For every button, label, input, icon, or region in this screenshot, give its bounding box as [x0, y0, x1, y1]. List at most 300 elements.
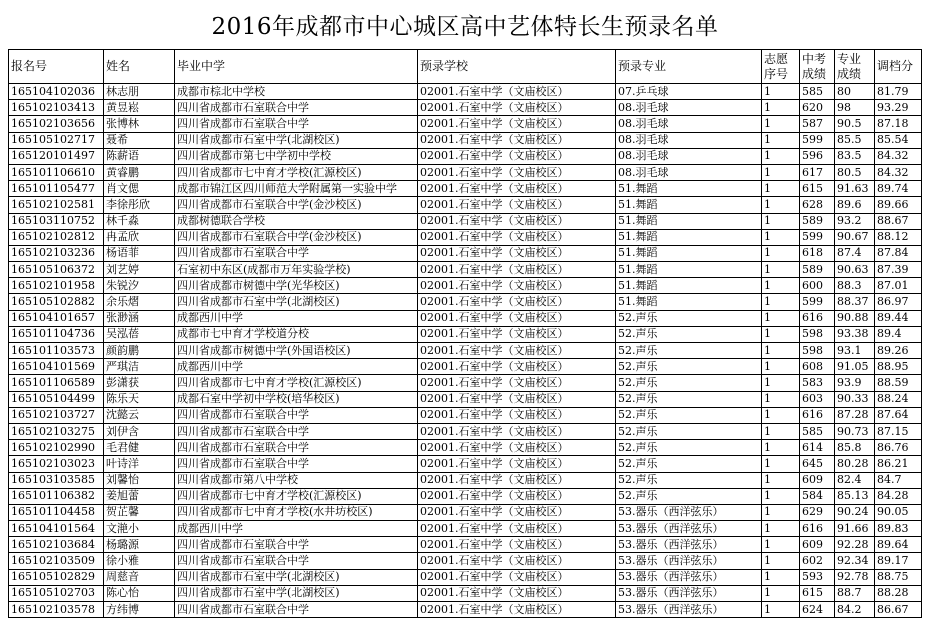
cell-name: 张博林 [104, 116, 175, 132]
cell-choice: 1 [762, 585, 800, 601]
cell-exam-score: 585 [800, 423, 835, 439]
cell-pre-school: 02001.石室中学（文庙校区） [418, 375, 616, 391]
table-row [9, 375, 922, 391]
cell-id: 165102103236 [9, 245, 104, 261]
table-row [9, 359, 922, 375]
cell-adjusted-score: 93.29 [875, 100, 922, 116]
cell-spec-score: 93.1 [835, 343, 875, 359]
cell-choice: 1 [762, 343, 800, 359]
table-row [9, 294, 922, 310]
cell-pre-school: 02001.石室中学（文庙校区） [418, 553, 616, 569]
cell-adjusted-score: 86.67 [875, 602, 922, 618]
cell-major: 53.器乐（西洋弦乐） [616, 537, 762, 553]
table-row [9, 181, 922, 197]
cell-major: 52.声乐 [616, 472, 762, 488]
cell-choice: 1 [762, 569, 800, 585]
cell-exam-score: 628 [800, 197, 835, 213]
header-row [9, 50, 922, 84]
cell-id: 165102103023 [9, 456, 104, 472]
cell-adjusted-score: 89.66 [875, 197, 922, 213]
table-row [9, 84, 922, 100]
cell-pre-school: 02001.石室中学（文庙校区） [418, 407, 616, 423]
cell-grad-school: 成都西川中学 [175, 359, 418, 375]
cell-grad-school: 成都市棕北中学校 [175, 84, 418, 100]
cell-pre-school: 02001.石室中学（文庙校区） [418, 213, 616, 229]
cell-adjusted-score: 89.4 [875, 326, 922, 342]
cell-pre-school: 02001.石室中学（文庙校区） [418, 229, 616, 245]
cell-exam-score: 615 [800, 181, 835, 197]
cell-pre-school: 02001.石室中学（文庙校区） [418, 537, 616, 553]
cell-name: 方纬博 [104, 602, 175, 618]
cell-spec-score: 88.3 [835, 278, 875, 294]
cell-pre-school: 02001.石室中学（文庙校区） [418, 569, 616, 585]
cell-exam-score: 616 [800, 310, 835, 326]
cell-grad-school: 四川省成都市石室联合中学 [175, 407, 418, 423]
cell-id: 165103110752 [9, 213, 104, 229]
cell-name: 杨语菲 [104, 245, 175, 261]
cell-id: 165101106610 [9, 164, 104, 180]
cell-grad-school: 四川省成都市石室联合中学 [175, 245, 418, 261]
table-row [9, 229, 922, 245]
table-row [9, 343, 922, 359]
table-row [9, 391, 922, 407]
cell-grad-school: 四川省成都市石室联合中学 [175, 537, 418, 553]
cell-spec-score: 88.7 [835, 585, 875, 601]
cell-adjusted-score: 84.32 [875, 164, 922, 180]
cell-grad-school: 四川省成都市树德中学(外国语校区) [175, 343, 418, 359]
cell-choice: 1 [762, 504, 800, 520]
cell-id: 165105102882 [9, 294, 104, 310]
cell-major: 08.羽毛球 [616, 116, 762, 132]
cell-spec-score: 80.5 [835, 164, 875, 180]
cell-spec-score: 90.33 [835, 391, 875, 407]
cell-major: 51.舞蹈 [616, 213, 762, 229]
cell-choice: 1 [762, 84, 800, 100]
cell-pre-school: 02001.石室中学（文庙校区） [418, 262, 616, 278]
cell-pre-school: 02001.石室中学（文庙校区） [418, 116, 616, 132]
cell-name: 文滟小 [104, 521, 175, 537]
cell-exam-score: 599 [800, 229, 835, 245]
header-name: 姓名 [104, 50, 175, 84]
table-row [9, 326, 922, 342]
cell-choice: 1 [762, 488, 800, 504]
cell-major: 52.声乐 [616, 488, 762, 504]
cell-spec-score: 90.88 [835, 310, 875, 326]
cell-id: 165101104736 [9, 326, 104, 342]
cell-name: 李徐彤欣 [104, 197, 175, 213]
cell-name: 肖文偲 [104, 181, 175, 197]
cell-choice: 1 [762, 294, 800, 310]
cell-major: 53.器乐（西洋弦乐） [616, 602, 762, 618]
cell-exam-score: 599 [800, 294, 835, 310]
cell-adjusted-score: 87.01 [875, 278, 922, 294]
table-row [9, 310, 922, 326]
table-row [9, 164, 922, 180]
cell-adjusted-score: 81.79 [875, 84, 922, 100]
table-row [9, 569, 922, 585]
cell-pre-school: 02001.石室中学（文庙校区） [418, 326, 616, 342]
cell-adjusted-score: 89.44 [875, 310, 922, 326]
cell-choice: 1 [762, 213, 800, 229]
cell-major: 51.舞蹈 [616, 262, 762, 278]
table-row [9, 521, 922, 537]
cell-major: 52.声乐 [616, 343, 762, 359]
cell-pre-school: 02001.石室中学（文庙校区） [418, 132, 616, 148]
cell-id: 165102103727 [9, 407, 104, 423]
table-row [9, 262, 922, 278]
cell-pre-school: 02001.石室中学（文庙校区） [418, 84, 616, 100]
cell-grad-school: 成都市七中育才学校道分校 [175, 326, 418, 342]
cell-major: 52.声乐 [616, 423, 762, 439]
cell-pre-school: 02001.石室中学（文庙校区） [418, 456, 616, 472]
cell-spec-score: 90.67 [835, 229, 875, 245]
cell-name: 刘馨怡 [104, 472, 175, 488]
table-row [9, 456, 922, 472]
cell-id: 165105102717 [9, 132, 104, 148]
cell-name: 刘艺婷 [104, 262, 175, 278]
cell-pre-school: 02001.石室中学（文庙校区） [418, 504, 616, 520]
table-row [9, 488, 922, 504]
cell-adjusted-score: 90.05 [875, 504, 922, 520]
cell-id: 165102101958 [9, 278, 104, 294]
cell-grad-school: 四川省成都市石室联合中学 [175, 440, 418, 456]
cell-spec-score: 93.9 [835, 375, 875, 391]
cell-adjusted-score: 88.12 [875, 229, 922, 245]
cell-adjusted-score: 88.75 [875, 569, 922, 585]
cell-spec-score: 93.2 [835, 213, 875, 229]
document-title: 2016年成都市中心城区高中艺体特长生预录名单 [211, 14, 719, 40]
cell-choice: 1 [762, 602, 800, 618]
cell-id: 165102103413 [9, 100, 104, 116]
cell-exam-score: 587 [800, 116, 835, 132]
table-row [9, 423, 922, 439]
cell-id: 165101104458 [9, 504, 104, 520]
cell-grad-school: 四川省成都市石室中学(北湖校区) [175, 585, 418, 601]
cell-spec-score: 80 [835, 84, 875, 100]
cell-name: 毛君健 [104, 440, 175, 456]
cell-choice: 1 [762, 245, 800, 261]
cell-pre-school: 02001.石室中学（文庙校区） [418, 181, 616, 197]
cell-grad-school: 成都西川中学 [175, 521, 418, 537]
cell-name: 陈薪语 [104, 148, 175, 164]
cell-id: 165102103684 [9, 537, 104, 553]
cell-major: 51.舞蹈 [616, 197, 762, 213]
cell-name: 刘伊含 [104, 423, 175, 439]
cell-major: 51.舞蹈 [616, 294, 762, 310]
table-row [9, 132, 922, 148]
cell-spec-score: 91.63 [835, 181, 875, 197]
cell-pre-school: 02001.石室中学（文庙校区） [418, 391, 616, 407]
cell-choice: 1 [762, 456, 800, 472]
cell-id: 165104101569 [9, 359, 104, 375]
cell-pre-school: 02001.石室中学（文庙校区） [418, 294, 616, 310]
cell-spec-score: 80.28 [835, 456, 875, 472]
cell-spec-score: 88.37 [835, 294, 875, 310]
cell-choice: 1 [762, 537, 800, 553]
cell-name: 陈乐天 [104, 391, 175, 407]
cell-id: 165104102036 [9, 84, 104, 100]
cell-name: 徐小雅 [104, 553, 175, 569]
cell-choice: 1 [762, 326, 800, 342]
cell-grad-school: 成都西川中学 [175, 310, 418, 326]
cell-choice: 1 [762, 375, 800, 391]
cell-major: 08.羽毛球 [616, 148, 762, 164]
cell-exam-score: 616 [800, 521, 835, 537]
cell-adjusted-score: 87.18 [875, 116, 922, 132]
cell-adjusted-score: 88.24 [875, 391, 922, 407]
cell-choice: 1 [762, 262, 800, 278]
table-row [9, 148, 922, 164]
cell-grad-school: 四川省成都市石室联合中学(金沙校区) [175, 197, 418, 213]
table-row [9, 553, 922, 569]
cell-name: 张渺涵 [104, 310, 175, 326]
cell-id: 165102102812 [9, 229, 104, 245]
cell-choice: 1 [762, 164, 800, 180]
cell-choice: 1 [762, 391, 800, 407]
header-exam-line1: 中考 [802, 51, 827, 66]
cell-major: 53.器乐（西洋弦乐） [616, 585, 762, 601]
cell-major: 08.羽毛球 [616, 164, 762, 180]
table-row [9, 440, 922, 456]
cell-id: 165104101564 [9, 521, 104, 537]
cell-name: 林千淼 [104, 213, 175, 229]
cell-exam-score: 589 [800, 262, 835, 278]
admission-table [8, 49, 922, 618]
cell-id: 165105102703 [9, 585, 104, 601]
cell-spec-score: 91.66 [835, 521, 875, 537]
cell-major: 51.舞蹈 [616, 245, 762, 261]
cell-major: 07.乒乓球 [616, 84, 762, 100]
cell-choice: 1 [762, 116, 800, 132]
cell-exam-score: 616 [800, 407, 835, 423]
header-choice-line2: 序号 [764, 66, 789, 81]
cell-spec-score: 85.5 [835, 132, 875, 148]
cell-major: 08.羽毛球 [616, 100, 762, 116]
cell-adjusted-score: 89.26 [875, 343, 922, 359]
cell-name: 彭潇获 [104, 375, 175, 391]
cell-spec-score: 82.4 [835, 472, 875, 488]
cell-adjusted-score: 87.15 [875, 423, 922, 439]
cell-spec-score: 83.5 [835, 148, 875, 164]
cell-grad-school: 石室初中东区(成都市万年实验学校) [175, 262, 418, 278]
header-major: 预录专业 [616, 50, 762, 84]
cell-spec-score: 93.38 [835, 326, 875, 342]
cell-pre-school: 02001.石室中学（文庙校区） [418, 472, 616, 488]
cell-spec-score: 87.28 [835, 407, 875, 423]
cell-id: 165102103656 [9, 116, 104, 132]
cell-adjusted-score: 89.74 [875, 181, 922, 197]
cell-pre-school: 02001.石室中学（文庙校区） [418, 359, 616, 375]
cell-grad-school: 四川省成都市石室联合中学 [175, 116, 418, 132]
cell-id: 165102103509 [9, 553, 104, 569]
cell-grad-school: 四川省成都市第八中学校 [175, 472, 418, 488]
cell-grad-school: 四川省成都市石室联合中学 [175, 553, 418, 569]
cell-choice: 1 [762, 423, 800, 439]
cell-spec-score: 84.2 [835, 602, 875, 618]
cell-pre-school: 02001.石室中学（文庙校区） [418, 423, 616, 439]
cell-adjusted-score: 89.64 [875, 537, 922, 553]
cell-name: 冉孟欣 [104, 229, 175, 245]
cell-choice: 1 [762, 229, 800, 245]
table-row [9, 116, 922, 132]
cell-name: 朱锐汐 [104, 278, 175, 294]
cell-major: 52.声乐 [616, 440, 762, 456]
table-row [9, 585, 922, 601]
cell-grad-school: 四川省成都市石室联合中学 [175, 456, 418, 472]
table-row [9, 197, 922, 213]
cell-spec-score: 89.6 [835, 197, 875, 213]
cell-grad-school: 四川省成都市七中育才学校(水井坊校区) [175, 504, 418, 520]
cell-exam-score: 596 [800, 148, 835, 164]
header-exam [800, 50, 835, 84]
cell-pre-school: 02001.石室中学（文庙校区） [418, 343, 616, 359]
cell-name: 黄昱崧 [104, 100, 175, 116]
cell-grad-school: 四川省成都市石室联合中学 [175, 100, 418, 116]
cell-choice: 1 [762, 148, 800, 164]
table-row [9, 100, 922, 116]
cell-exam-score: 624 [800, 602, 835, 618]
cell-name: 余乐熠 [104, 294, 175, 310]
cell-id: 165101106382 [9, 488, 104, 504]
cell-adjusted-score: 87.64 [875, 407, 922, 423]
header-spec [835, 50, 875, 84]
cell-name: 黄睿鹏 [104, 164, 175, 180]
cell-choice: 1 [762, 521, 800, 537]
cell-grad-school: 四川省成都市第七中学初中学校 [175, 148, 418, 164]
cell-name: 严琪洁 [104, 359, 175, 375]
cell-spec-score: 90.5 [835, 116, 875, 132]
cell-adjusted-score: 84.32 [875, 148, 922, 164]
cell-id: 165101105477 [9, 181, 104, 197]
cell-major: 52.声乐 [616, 375, 762, 391]
table-row [9, 504, 922, 520]
cell-id: 165102103578 [9, 602, 104, 618]
table-row [9, 245, 922, 261]
cell-spec-score: 90.73 [835, 423, 875, 439]
cell-major: 51.舞蹈 [616, 181, 762, 197]
cell-adjusted-score: 88.95 [875, 359, 922, 375]
cell-exam-score: 589 [800, 213, 835, 229]
cell-pre-school: 02001.石室中学（文庙校区） [418, 148, 616, 164]
cell-choice: 1 [762, 278, 800, 294]
cell-pre-school: 02001.石室中学（文庙校区） [418, 197, 616, 213]
cell-id: 165102102581 [9, 197, 104, 213]
cell-spec-score: 91.05 [835, 359, 875, 375]
cell-exam-score: 600 [800, 278, 835, 294]
table-row [9, 407, 922, 423]
cell-pre-school: 02001.石室中学（文庙校区） [418, 100, 616, 116]
cell-major: 53.器乐（西洋弦乐） [616, 521, 762, 537]
header-spec-line1: 专业 [837, 51, 862, 66]
cell-adjusted-score: 86.76 [875, 440, 922, 456]
cell-spec-score: 92.34 [835, 553, 875, 569]
cell-exam-score: 629 [800, 504, 835, 520]
cell-id: 165101103573 [9, 343, 104, 359]
cell-id: 165101106589 [9, 375, 104, 391]
cell-spec-score: 90.63 [835, 262, 875, 278]
cell-id: 165102102990 [9, 440, 104, 456]
cell-adjusted-score: 84.7 [875, 472, 922, 488]
cell-name: 姜旭蕾 [104, 488, 175, 504]
cell-grad-school: 四川省成都市石室联合中学 [175, 602, 418, 618]
header-pre-school: 预录学校 [418, 50, 616, 84]
cell-adjusted-score: 89.17 [875, 553, 922, 569]
cell-major: 08.羽毛球 [616, 132, 762, 148]
table-row [9, 213, 922, 229]
cell-name: 沈懿云 [104, 407, 175, 423]
cell-exam-score: 618 [800, 245, 835, 261]
cell-name: 吴泓蓓 [104, 326, 175, 342]
cell-major: 52.声乐 [616, 407, 762, 423]
cell-id: 165105104499 [9, 391, 104, 407]
cell-name: 林志朋 [104, 84, 175, 100]
cell-grad-school: 四川省成都市七中育才学校(汇源校区) [175, 164, 418, 180]
cell-exam-score: 609 [800, 537, 835, 553]
cell-exam-score: 620 [800, 100, 835, 116]
cell-spec-score: 85.13 [835, 488, 875, 504]
cell-grad-school: 成都树德联合学校 [175, 213, 418, 229]
cell-exam-score: 609 [800, 472, 835, 488]
header-choice-line1: 志愿 [764, 51, 789, 66]
cell-spec-score: 92.78 [835, 569, 875, 585]
cell-major: 53.器乐（西洋弦乐） [616, 553, 762, 569]
cell-pre-school: 02001.石室中学（文庙校区） [418, 278, 616, 294]
cell-major: 52.声乐 [616, 456, 762, 472]
cell-id: 165103103585 [9, 472, 104, 488]
cell-id: 165102103275 [9, 423, 104, 439]
cell-spec-score: 85.8 [835, 440, 875, 456]
cell-major: 52.声乐 [616, 359, 762, 375]
cell-exam-score: 599 [800, 132, 835, 148]
cell-grad-school: 四川省成都市七中育才学校(汇源校区) [175, 488, 418, 504]
cell-choice: 1 [762, 472, 800, 488]
cell-major: 52.声乐 [616, 391, 762, 407]
cell-id: 165105102829 [9, 569, 104, 585]
header-exam-line2: 成绩 [802, 66, 827, 81]
header-choice [762, 50, 800, 84]
cell-exam-score: 603 [800, 391, 835, 407]
cell-grad-school: 四川省成都市七中育才学校(汇源校区) [175, 375, 418, 391]
cell-pre-school: 02001.石室中学（文庙校区） [418, 602, 616, 618]
cell-choice: 1 [762, 100, 800, 116]
cell-grad-school: 四川省成都市树德中学(光华校区) [175, 278, 418, 294]
cell-name: 贺芷馨 [104, 504, 175, 520]
header-id: 报名号 [9, 50, 104, 84]
cell-exam-score: 615 [800, 585, 835, 601]
cell-exam-score: 602 [800, 553, 835, 569]
cell-exam-score: 608 [800, 359, 835, 375]
cell-adjusted-score: 87.84 [875, 245, 922, 261]
cell-exam-score: 614 [800, 440, 835, 456]
cell-adjusted-score: 86.97 [875, 294, 922, 310]
cell-pre-school: 02001.石室中学（文庙校区） [418, 521, 616, 537]
cell-grad-school: 成都市锦江区四川师范大学附属第一实验中学 [175, 181, 418, 197]
cell-exam-score: 598 [800, 343, 835, 359]
cell-choice: 1 [762, 440, 800, 456]
cell-exam-score: 645 [800, 456, 835, 472]
cell-pre-school: 02001.石室中学（文庙校区） [418, 164, 616, 180]
header-grad-school: 毕业中学 [175, 50, 418, 84]
cell-pre-school: 02001.石室中学（文庙校区） [418, 245, 616, 261]
cell-adjusted-score: 88.59 [875, 375, 922, 391]
header-adjusted: 调档分 [875, 50, 922, 84]
cell-grad-school: 四川省成都市石室联合中学 [175, 423, 418, 439]
cell-grad-school: 成都石室中学初中学校(培华校区) [175, 391, 418, 407]
cell-exam-score: 617 [800, 164, 835, 180]
cell-spec-score: 90.24 [835, 504, 875, 520]
cell-name: 陈心怡 [104, 585, 175, 601]
cell-major: 53.器乐（西洋弦乐） [616, 504, 762, 520]
